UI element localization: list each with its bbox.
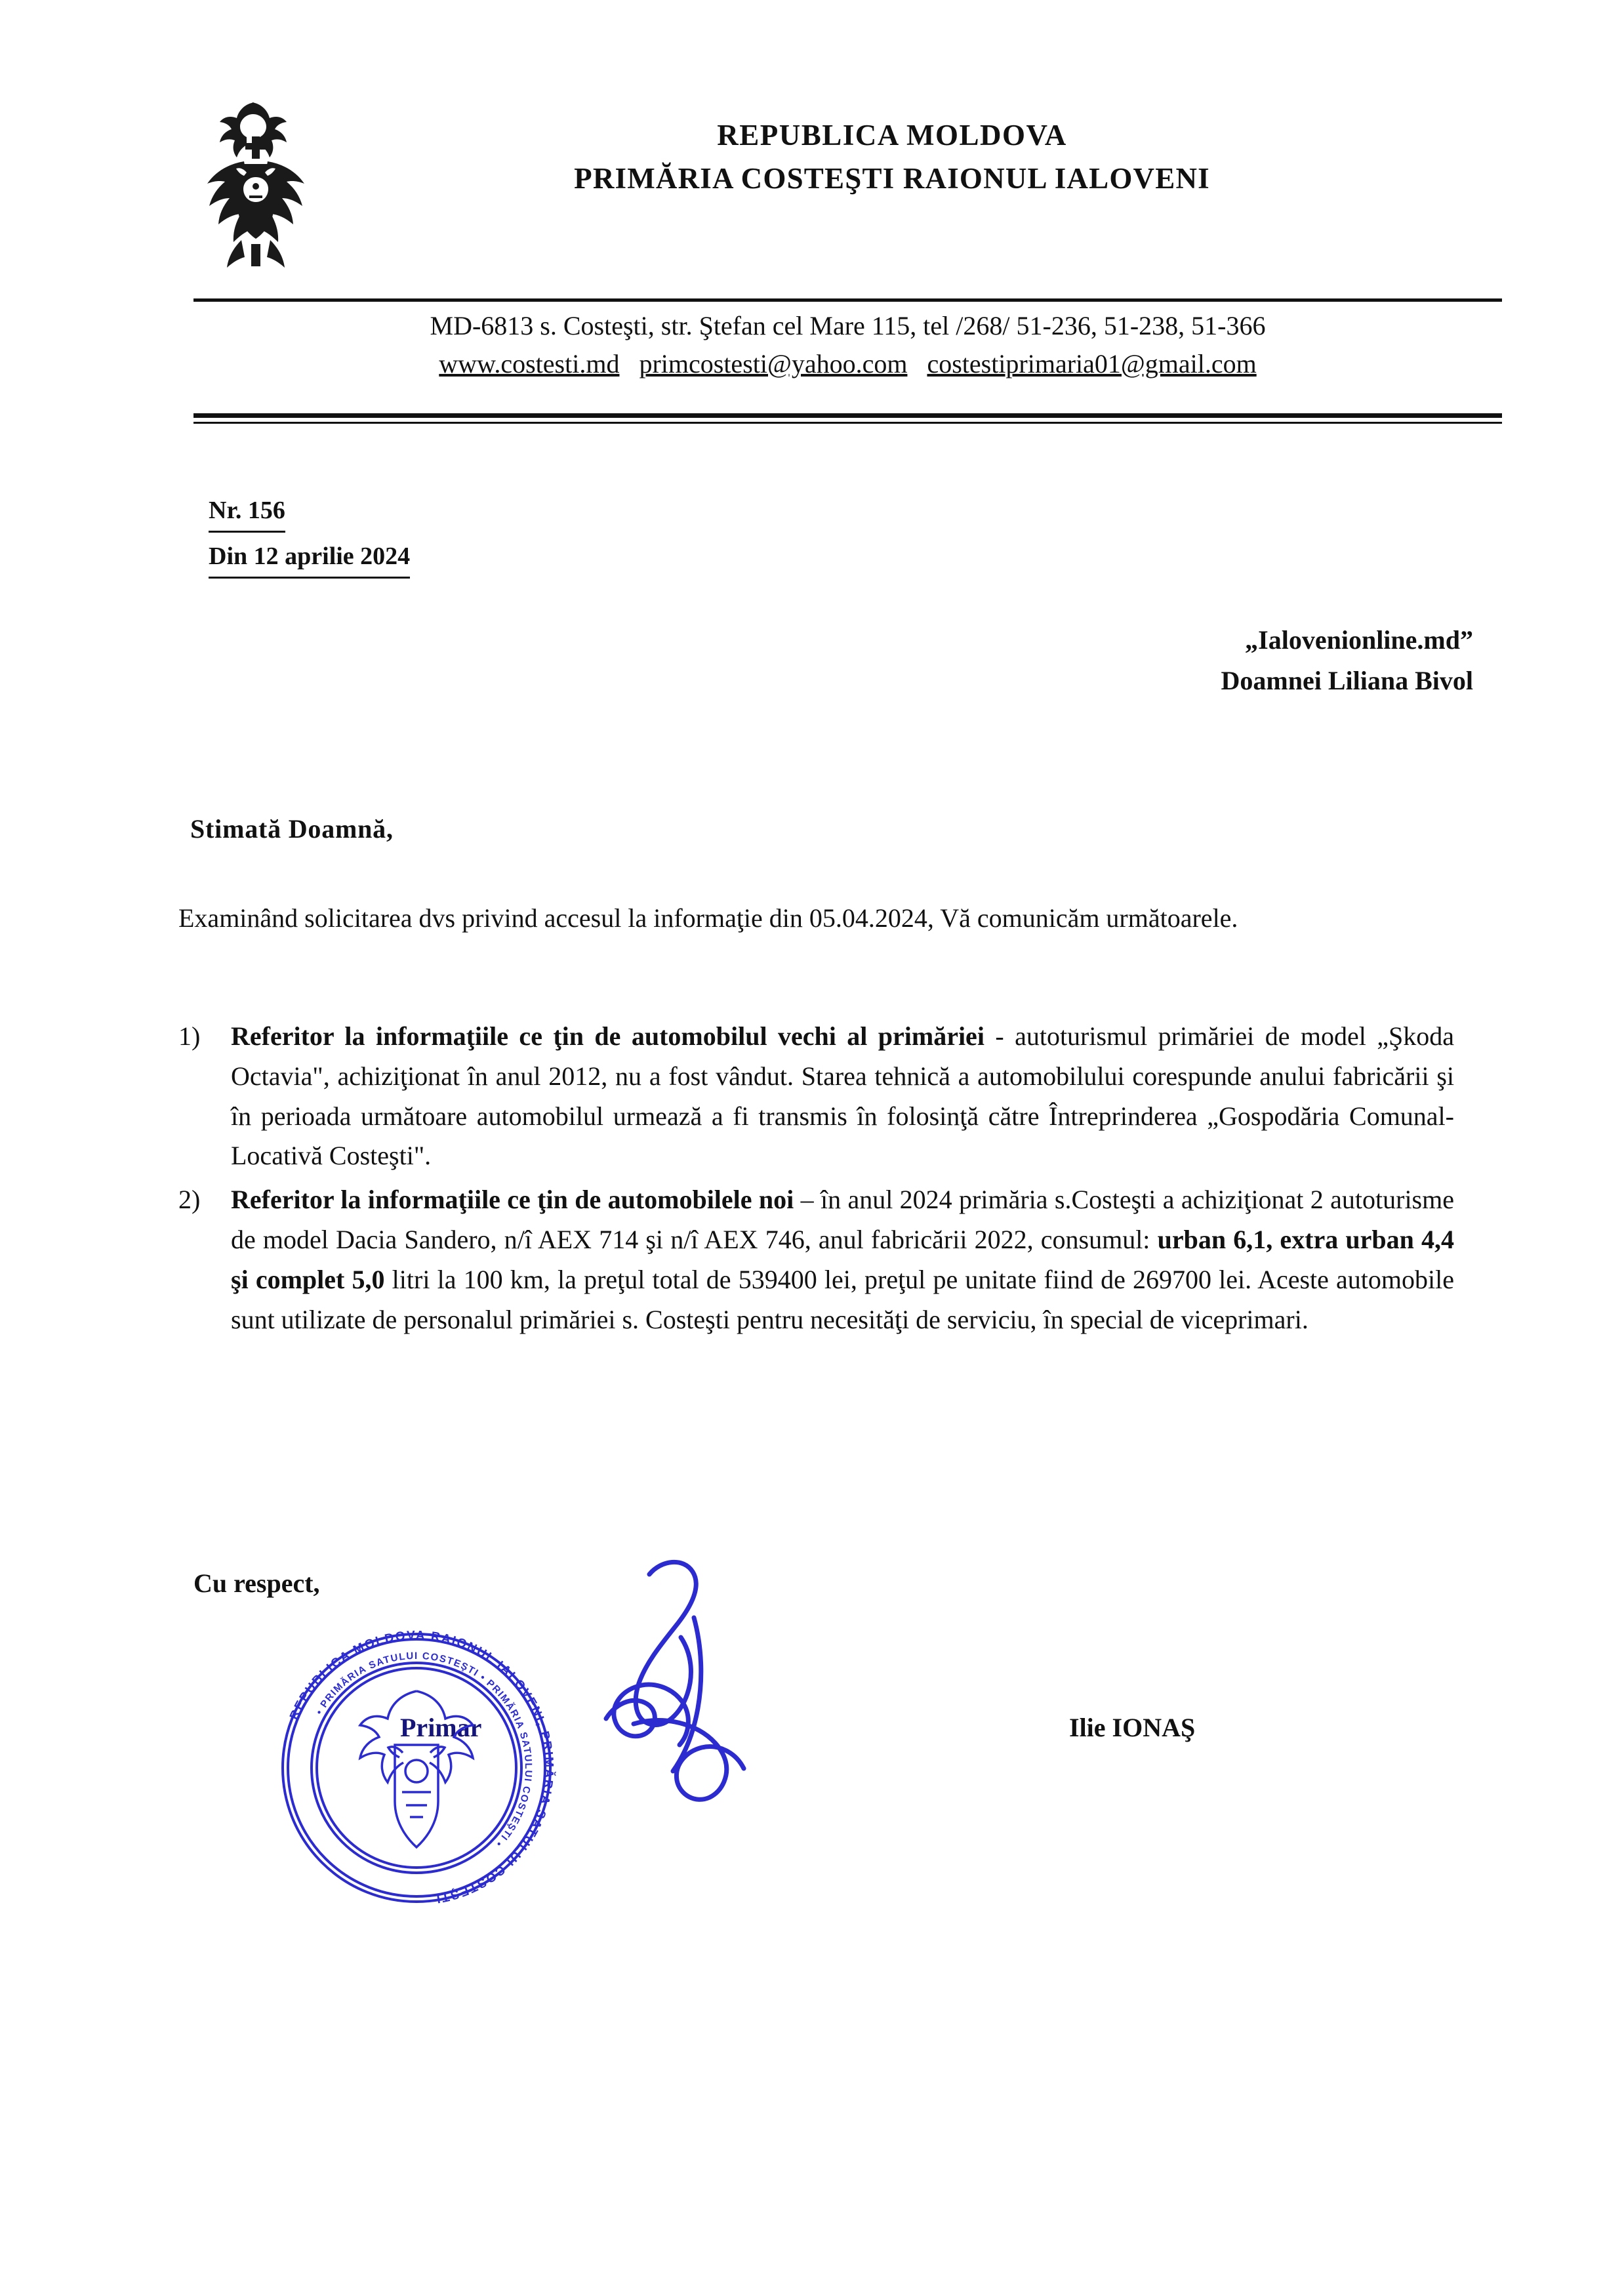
header-divider-bottom-thin (193, 422, 1502, 424)
list-item-lead: Referitor la informaţiile ce ţin de automobilul vechi al primăriei (231, 1021, 985, 1051)
list-item-lead: Referitor la informaţiile ce ţin de automobilele noi (231, 1185, 794, 1215)
header-divider-bottom-thick (193, 413, 1502, 418)
website-link[interactable]: www.costesti.md (439, 349, 620, 378)
contact-links-row (193, 346, 1502, 382)
email-link-gmail[interactable]: costestiprimaria01@gmail.com (927, 349, 1257, 378)
official-stamp (262, 1614, 571, 1922)
handwritten-signature (571, 1555, 794, 1830)
signer-role: Primar (400, 1713, 482, 1742)
list-item-text-part1: – în anul 2024 primăria s.Costeşti a achiziţionat 2 autoturisme de model Dacia Sandero, n/î AEX 714 şi n/î AEX 746, anul fabricării 2022, consumul: (231, 1185, 1454, 1254)
intro-paragraph: Examinând solicitarea dvs privind accesul la informaţie din 05.04.2024, Vă comunicăm următoarele. (178, 903, 1238, 933)
list-item-text-part2: litri la 100 km, la preţul total de 539400 lei, preţul pe unitate fiind de 269700 lei. Aceste automobile sunt utilizate de personalul primăriei s. Costeşti pentru necesităţi de serviciu, în special de viceprimari. (231, 1264, 1455, 1334)
reference-number: Nr. 156 (209, 492, 285, 533)
list-item-marker: 1) (178, 1021, 201, 1051)
reference-date: Din 12 aprilie 2024 (209, 538, 410, 579)
country-name: REPUBLICA MOLDOVA (717, 119, 1067, 152)
closing-regards: Cu respect, (193, 1568, 320, 1598)
salutation: Stimată Doamnă, (190, 814, 394, 844)
list-item-marker: 2) (178, 1185, 201, 1215)
list-item (178, 1180, 1454, 1339)
addressee-person: Doamnei Liliana Bivol (1221, 666, 1473, 695)
signer-name: Ilie IONAŞ (1069, 1713, 1196, 1742)
coat-of-arms-icon (184, 98, 328, 269)
list-item (178, 1017, 1454, 1176)
email-link-yahoo[interactable]: primcostesti@yahoo.com (639, 349, 908, 378)
header-divider-top (193, 298, 1502, 302)
svg-text:• PRIMĂRIA SATULUI COSTEŞTI •: • PRIMĂRIA SATULUI COSTEŞTI • PRIMĂRIA SATULUI COSTEŞTI • (314, 1650, 535, 1850)
reference-block (209, 492, 410, 584)
numbered-list (178, 1017, 1454, 1343)
svg-text:REPUBLICA MOLDOVA RAIONUL IALO: REPUBLICA MOLDOVA RAIONUL IALOVENI, PRIMĂRIA SATULUI COSTEŞTI (287, 1628, 556, 1906)
list-item-consumption-values: urban 6,1, extra urban 4,4 şi complet 5,0 (231, 1224, 1454, 1294)
addressee-organization: „Ialovenionline.md” (1245, 625, 1473, 655)
contact-block (193, 308, 1502, 382)
address-line: MD-6813 s. Costeşti, str. Ştefan cel Mare 115, tel /268/ 51-236, 51-238, 51-366 (430, 311, 1266, 340)
list-item-text: - autoturismul primăriei de model „Şkoda Octavia", achiziţionat în anul 2012, nu a fost vândut. Starea tehnică a automobilului corespunde anului fabricării şi în perioada următoare automobilul urmează a fi transmis în folosinţă către Întreprinderea „Gospodăria Comunal-Locativă Costeşti". (231, 1021, 1454, 1171)
addressee-block (1221, 620, 1474, 701)
municipality-name: PRIMĂRIA COSTEŞTI RAIONUL IALOVENI (574, 162, 1210, 195)
organization-title (367, 118, 1417, 195)
letterhead (0, 85, 1624, 282)
